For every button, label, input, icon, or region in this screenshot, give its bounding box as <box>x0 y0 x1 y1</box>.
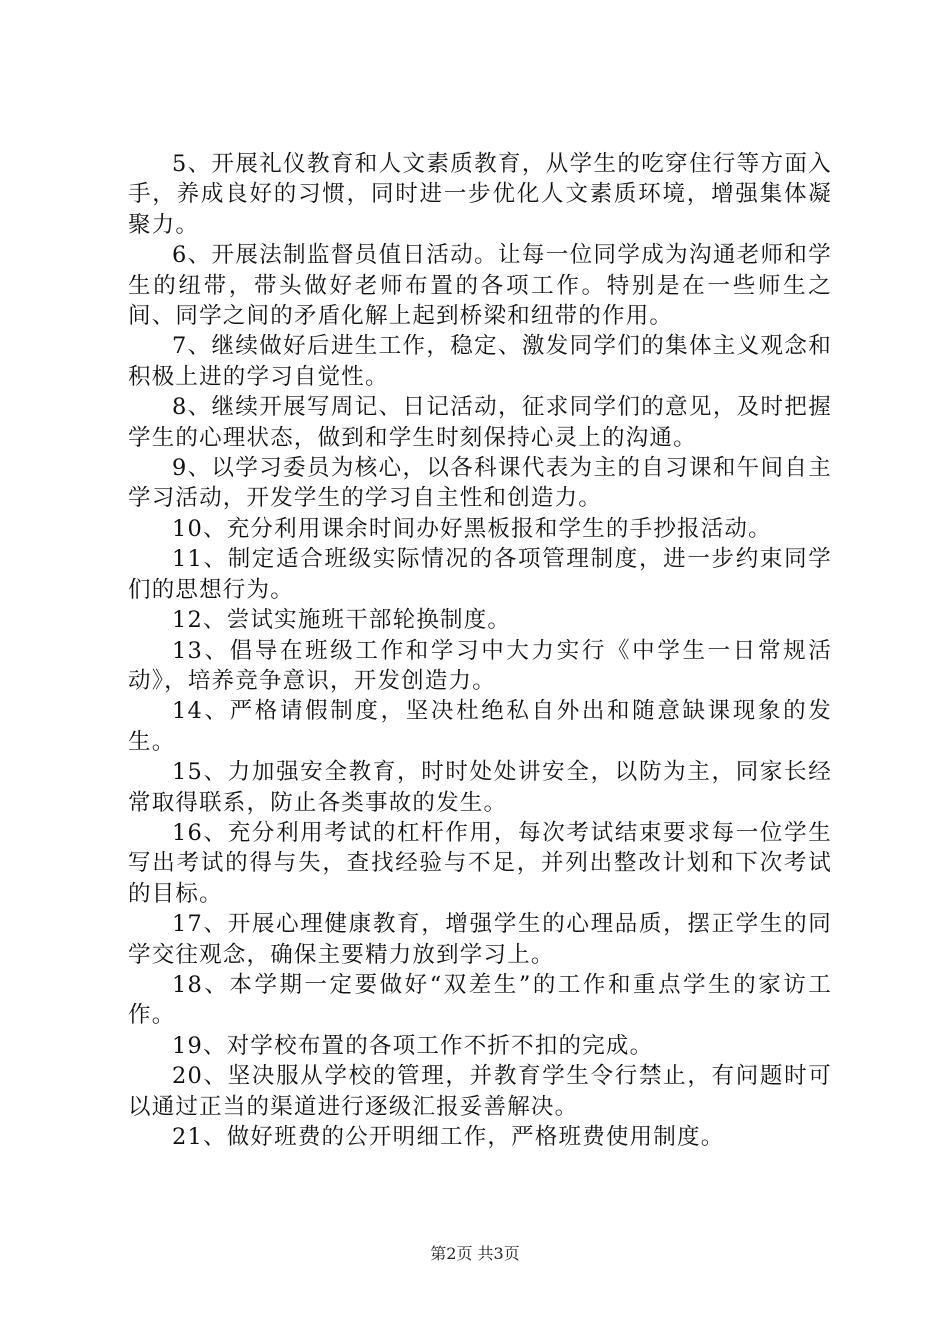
paragraph-item-11: 11、制定适合班级实际情况的各项管理制度，进一步约束同学们的思想行为。 <box>128 546 832 603</box>
paragraph-item-18: 18、本学期一定要做好“双差生”的工作和重点学生的家访工作。 <box>128 971 832 1029</box>
paragraph-item-15: 15、力加强安全教育，时时处处讲安全，以防为主，同家长经常取得联系，防止各类事故的发生。 <box>128 759 832 816</box>
paragraph-item-13: 13、倡导在班级工作和学习中大力实行《中学生一日常规活动》，培养竞争意识，开发创造力。 <box>128 637 832 694</box>
paragraph-item-6: 6、开展法制监督员值日活动。让每一位同学成为沟通老师和学生的纽带，带头做好老师布置的各项工作。特别是在一些师生之间、同学之间的矛盾化解上起到桥梁和纽带的作用。 <box>128 242 832 330</box>
paragraph-item-12: 12、尝试实施班干部轮换制度。 <box>172 607 512 634</box>
page-number-label: 第2页 共3页 <box>430 1244 520 1263</box>
paragraph-item-17: 17、开展心理健康教育，增强学生的心理品质，摆正学生的同学交往观念，确保主要精力放到学习上。 <box>128 911 832 968</box>
paragraph-item-10: 10、充分利用课余时间办好黑板报和学生的手抄报活动。 <box>172 515 772 542</box>
document-body <box>128 149 832 1152</box>
paragraph-item-5: 5、开展礼仪教育和人文素质教育，从学生的吃穿住行等方面入手，养成良好的习惯，同时进一步优化人文素质环境，增强集体凝聚力。 <box>128 151 832 238</box>
paragraph-item-14: 14、严格请假制度，坚决杜绝私自外出和随意缺课现象的发生。 <box>128 698 832 755</box>
page-footer <box>0 1243 950 1265</box>
paragraph-item-7: 7、继续做好后进生工作，稳定、激发同学们的集体主义观念和积极上进的学习自觉性。 <box>128 333 832 390</box>
paragraph-item-20: 20、坚决服从学校的管理，并教育学生令行禁止，有问题时可以通过正当的渠道进行逐级汇报妥善解决。 <box>128 1063 832 1120</box>
paragraph-item-9: 9、以学习委员为核心，以各科课代表为主的自习课和午间自主学习活动，开发学生的学习自主性和创造力。 <box>128 455 832 512</box>
paragraph-item-21: 21、做好班费的公开明细工作，严格班费使用制度。 <box>172 1124 725 1150</box>
paragraph-item-19: 19、对学校布置的各项工作不折不扣的完成。 <box>172 1032 654 1059</box>
paragraph-item-8: 8、继续开展写周记、日记活动，征求同学们的意见，及时把握学生的心理状态，做到和学生时刻保持心灵上的沟通。 <box>128 394 832 451</box>
paragraph-item-16: 16、充分利用考试的杠杆作用，每次考试结束要求每一位学生写出考试的得与失，查找经验与不足，并列出整改计划和下次考试的目标。 <box>128 819 832 907</box>
